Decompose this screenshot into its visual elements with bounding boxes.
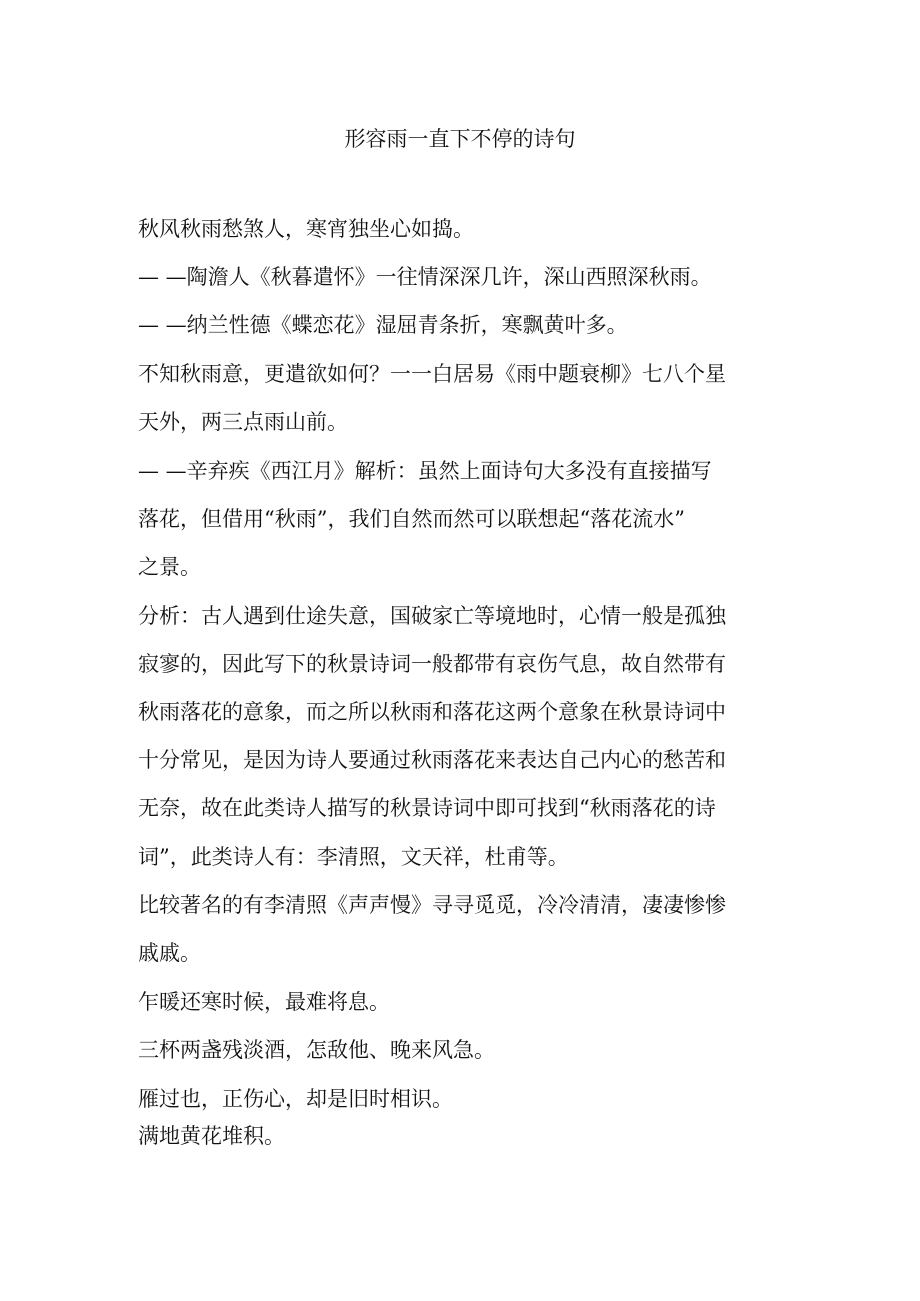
text-line-16: 戚戚。 (138, 941, 201, 965)
document-title: 形容雨一直下不停的诗句 (344, 127, 576, 151)
text-line-7: 落花，但借用“秋雨”，我们自然而然可以联想起“落花流水” (138, 507, 685, 531)
text-line-13: 无奈，故在此类诗人描写的秋景诗词中即可找到“秋雨落花的诗 (138, 796, 716, 820)
text-line-2: — —陶澹人《秋暮遣怀》一往情深深几许，深山西照深秋雨。 (138, 265, 712, 289)
text-line-4: 不知秋雨意，更遣欲如何？一一白居易《雨中题衰柳》七八个星 (138, 362, 726, 386)
text-line-6: — —辛弃疾《西江月》解析：虽然上面诗句大多没有直接描写 (138, 459, 712, 483)
text-line-12: 十分常见，是因为诗人要通过秋雨落花来表达自己内心的愁苦和 (138, 748, 726, 772)
text-line-15: 比较著名的有李清照《声声慢》寻寻觅觅，冷冷清清，凄凄惨惨 (138, 893, 726, 917)
text-line-3: — —纳兰性德《蝶恋花》湿屈青条折，寒飘黄叶多。 (138, 313, 628, 337)
text-line-9: 分析：古人遇到仕途失意，国破家亡等境地时，心情一般是孤独 (138, 604, 726, 628)
text-line-17: 乍暖还寒时候，最难将息。 (138, 990, 390, 1014)
text-line-18: 三杯两盏残淡酒，怎敌他、晚来风急。 (138, 1038, 495, 1062)
text-line-8: 之景。 (138, 555, 201, 579)
text-line-14: 词”，此类诗人有：李清照，文天祥，杜甫等。 (138, 845, 569, 869)
text-line-20: 满地黄花堆积。 (138, 1124, 285, 1148)
text-line-11: 秋雨落花的意象，而之所以秋雨和落花这两个意象在秋景诗词中 (138, 700, 726, 724)
text-line-1: 秋风秋雨愁煞人，寒宵独坐心如捣。 (138, 217, 474, 241)
text-line-5: 天外，两三点雨山前。 (138, 410, 348, 434)
text-line-19: 雁过也，正伤心，却是旧时相识。 (138, 1087, 453, 1111)
text-line-10: 寂寥的，因此写下的秋景诗词一般都带有哀伤气息，故自然带有 (138, 652, 726, 676)
